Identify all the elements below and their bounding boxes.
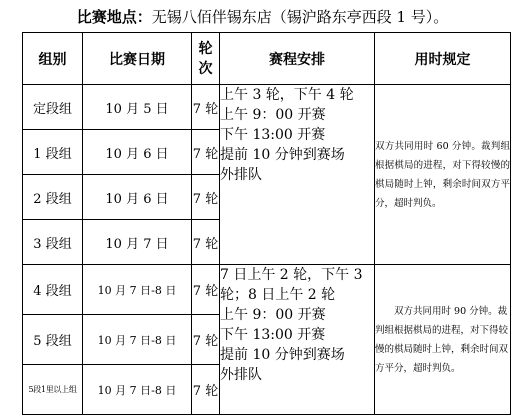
arrangement-line: 上午 3 轮，下午 4 轮 xyxy=(220,87,354,103)
date-cell: 10 月 7 日 xyxy=(83,220,192,265)
rounds-cell: 7 轮 xyxy=(192,265,220,315)
rounds-cell: 7 轮 xyxy=(192,175,220,220)
date-cell: 10 月 7 日-8 日 xyxy=(83,315,192,365)
group-cell: 5 段组 xyxy=(23,315,83,365)
date-cell: 10 月 7 日-8 日 xyxy=(83,265,192,315)
arrangement-cell-b xyxy=(220,265,375,415)
table-row xyxy=(23,85,511,130)
header-rounds xyxy=(192,33,220,85)
group-cell: 2 段组 xyxy=(23,175,83,220)
rounds-cell: 7 轮 xyxy=(192,85,220,130)
rounds-cell: 7 轮 xyxy=(192,220,220,265)
arrangement-cell-a xyxy=(220,85,375,265)
arrangement-line: 提前 10 分钟到赛场 xyxy=(220,347,345,363)
group-cell: 4 段组 xyxy=(23,265,83,315)
group-cell: 3 段组 xyxy=(23,220,83,265)
header-arrangement: 赛程安排 xyxy=(220,33,375,85)
arrangement-line: 下午 13:00 开赛 xyxy=(220,327,326,343)
venue-text: 无锡八佰伴锡东店（锡沪路东亭西段 1 号）。 xyxy=(151,8,449,26)
group-cell: 定段组 xyxy=(23,85,83,130)
venue-label: 比赛地点： xyxy=(76,8,152,26)
date-cell: 10 月 6 日 xyxy=(83,175,192,220)
group-cell: 1 段组 xyxy=(23,130,83,175)
rounds-cell: 7 轮 xyxy=(192,365,220,415)
table-row xyxy=(23,265,511,315)
arrangement-line: 外排队 xyxy=(220,167,262,183)
rounds-cell: 7 轮 xyxy=(192,130,220,175)
date-cell: 10 月 5 日 xyxy=(83,85,192,130)
venue-line xyxy=(0,4,525,30)
rounds-cell: 7 轮 xyxy=(192,315,220,365)
arrangement-line: 外排队 xyxy=(220,367,262,383)
arrangement-line: 下午 13:00 开赛 xyxy=(220,127,326,143)
header-group: 组别 xyxy=(23,33,83,85)
header-time-rule: 用时规定 xyxy=(375,33,511,85)
arrangement-line: 上午 9：00 开赛 xyxy=(220,107,326,123)
date-cell: 10 月 7 日-8 日 xyxy=(83,365,192,415)
arrangement-line: 7 日上午 2 轮，下午 3 xyxy=(220,267,363,283)
arrangement-line: 上午 9：00 开赛 xyxy=(220,307,326,323)
header-date: 比赛日期 xyxy=(83,33,192,85)
date-cell: 10 月 6 日 xyxy=(83,130,192,175)
time-rule-cell-b: 双方共同用时 90 分钟。裁判组根据棋局的进程，对下得较慢的棋局随时上钟，剩余时间双方平分，超时判负。 xyxy=(375,265,511,415)
time-rule-cell-a: 双方共同用时 60 分钟。裁判组根据棋局的进程，对下得较慢的棋局随时上钟，剩余时间双方平分，超时判负。 xyxy=(375,85,511,265)
schedule-table xyxy=(22,32,511,415)
group-cell: 5段1里以上组 xyxy=(23,365,83,415)
header-rounds-line1: 轮 xyxy=(198,40,213,57)
arrangement-line: 提前 10 分钟到赛场 xyxy=(220,147,345,163)
header-row xyxy=(23,33,511,85)
header-rounds-line2: 次 xyxy=(198,60,213,77)
arrangement-line: 轮；8 日上午 2 轮 xyxy=(220,287,336,303)
